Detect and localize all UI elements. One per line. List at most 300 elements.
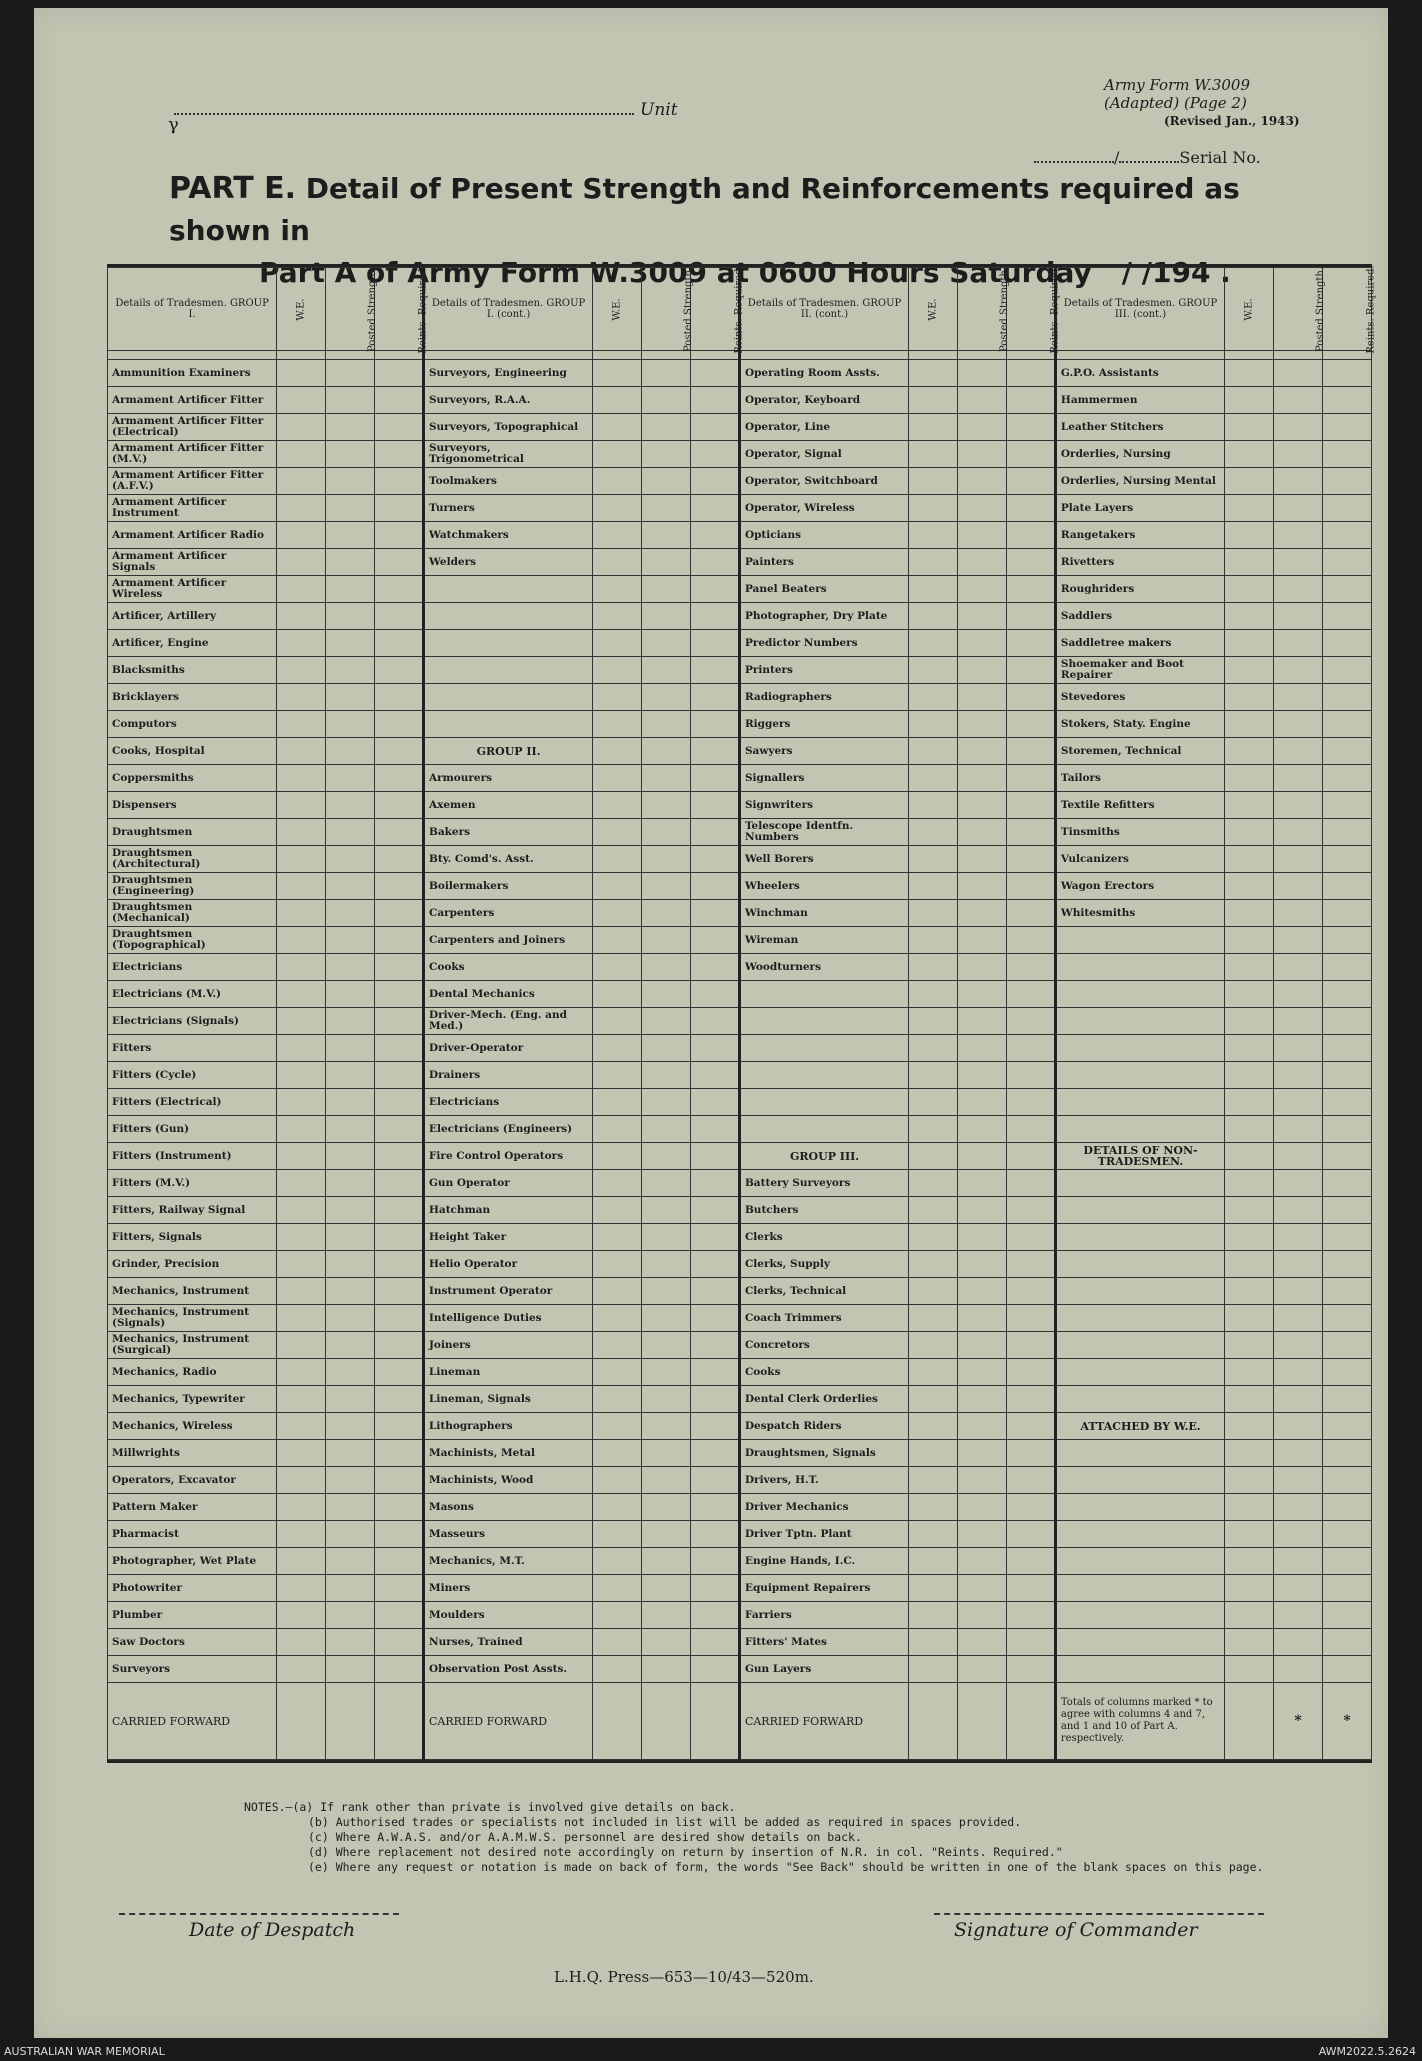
we-cell[interactable] (1225, 387, 1274, 414)
reints-required-cell[interactable] (1322, 819, 1371, 846)
we-cell[interactable] (593, 792, 642, 819)
we-cell[interactable] (1225, 1143, 1274, 1170)
posted-strength-cell[interactable] (326, 927, 375, 954)
reints-required-cell[interactable] (1322, 1197, 1371, 1224)
we-cell[interactable] (1225, 1332, 1274, 1359)
posted-strength-cell[interactable] (958, 846, 1007, 873)
reints-required-cell[interactable] (1006, 1062, 1055, 1089)
we-cell[interactable] (277, 1305, 326, 1332)
reints-required-cell[interactable] (1006, 1143, 1055, 1170)
reints-required-cell[interactable] (1322, 927, 1371, 954)
reints-required-cell[interactable] (691, 1170, 740, 1197)
we-cell[interactable] (277, 1467, 326, 1494)
reints-required-cell[interactable] (1322, 1656, 1371, 1683)
we-cell[interactable] (1225, 1629, 1274, 1656)
reints-required-cell[interactable] (375, 1305, 424, 1332)
we-cell[interactable] (1225, 468, 1274, 495)
we-cell[interactable] (1225, 711, 1274, 738)
we-cell[interactable] (593, 1629, 642, 1656)
posted-strength-cell[interactable] (1274, 846, 1323, 873)
we-cell[interactable] (909, 387, 958, 414)
reints-required-cell[interactable] (1006, 1116, 1055, 1143)
we-cell[interactable] (1225, 927, 1274, 954)
reints-required-cell[interactable] (691, 927, 740, 954)
posted-strength-cell[interactable] (642, 1602, 691, 1629)
reints-required-cell[interactable] (691, 603, 740, 630)
we-cell[interactable] (593, 900, 642, 927)
posted-strength-cell[interactable] (958, 819, 1007, 846)
we-cell[interactable] (593, 1305, 642, 1332)
we-cell[interactable] (277, 522, 326, 549)
reints-required-cell[interactable] (691, 684, 740, 711)
we-cell[interactable] (277, 630, 326, 657)
posted-strength-cell[interactable] (326, 1332, 375, 1359)
we-cell[interactable] (1225, 1008, 1274, 1035)
posted-strength-cell[interactable] (326, 360, 375, 387)
posted-strength-cell[interactable] (1274, 549, 1323, 576)
reints-required-cell[interactable] (375, 1359, 424, 1386)
reints-required-cell[interactable] (691, 576, 740, 603)
we-cell[interactable] (593, 1224, 642, 1251)
we-cell[interactable] (593, 684, 642, 711)
we-cell[interactable] (277, 1035, 326, 1062)
posted-strength-cell[interactable] (326, 792, 375, 819)
posted-strength-cell[interactable] (326, 1251, 375, 1278)
reints-required-cell[interactable] (375, 792, 424, 819)
reints-required-cell[interactable] (1006, 1386, 1055, 1413)
reints-required-cell[interactable] (691, 738, 740, 765)
reints-required-cell[interactable] (691, 1440, 740, 1467)
posted-strength-cell[interactable] (642, 846, 691, 873)
posted-strength-cell[interactable] (326, 846, 375, 873)
posted-strength-cell[interactable] (958, 738, 1007, 765)
we-cell[interactable] (277, 1278, 326, 1305)
reints-required-cell[interactable] (1322, 954, 1371, 981)
reints-required-cell[interactable] (375, 1332, 424, 1359)
reints-required-cell[interactable] (1006, 495, 1055, 522)
posted-strength-cell[interactable] (958, 603, 1007, 630)
reints-required-cell[interactable] (1006, 1251, 1055, 1278)
we-cell[interactable] (909, 1629, 958, 1656)
posted-strength-cell[interactable] (326, 873, 375, 900)
we-cell[interactable] (593, 414, 642, 441)
we-cell[interactable] (909, 900, 958, 927)
reints-required-cell[interactable] (1322, 522, 1371, 549)
reints-required-cell[interactable] (375, 1548, 424, 1575)
reints-required-cell[interactable] (375, 711, 424, 738)
posted-strength-cell[interactable] (642, 1521, 691, 1548)
reints-required-cell[interactable] (375, 1062, 424, 1089)
posted-strength-cell[interactable] (326, 657, 375, 684)
posted-strength-cell[interactable] (1274, 1386, 1323, 1413)
reints-required-cell[interactable] (375, 873, 424, 900)
we-cell[interactable] (909, 765, 958, 792)
reints-required-cell[interactable] (375, 1116, 424, 1143)
reints-required-cell[interactable] (1322, 711, 1371, 738)
we-cell[interactable] (593, 1548, 642, 1575)
posted-strength-cell[interactable] (1274, 1359, 1323, 1386)
posted-strength-cell[interactable] (1274, 468, 1323, 495)
reints-required-cell[interactable] (375, 387, 424, 414)
we-cell[interactable] (593, 873, 642, 900)
reints-required-cell[interactable] (1322, 495, 1371, 522)
reints-required-cell[interactable] (1006, 819, 1055, 846)
reints-required-cell[interactable] (375, 1521, 424, 1548)
posted-strength-cell[interactable] (326, 576, 375, 603)
reints-required-cell[interactable] (1006, 1413, 1055, 1440)
we-cell[interactable] (909, 873, 958, 900)
reints-required-cell[interactable] (691, 846, 740, 873)
we-cell[interactable] (277, 1494, 326, 1521)
posted-strength-cell[interactable] (642, 1278, 691, 1305)
we-cell[interactable] (593, 738, 642, 765)
posted-strength-cell[interactable] (958, 1548, 1007, 1575)
posted-strength-cell[interactable] (958, 684, 1007, 711)
reints-required-cell[interactable] (375, 414, 424, 441)
reints-required-cell[interactable] (691, 819, 740, 846)
reints-required-cell[interactable] (1322, 549, 1371, 576)
we-cell[interactable] (909, 1494, 958, 1521)
posted-strength-cell[interactable] (1274, 1278, 1323, 1305)
posted-strength-cell[interactable] (958, 1332, 1007, 1359)
reints-required-cell[interactable] (1322, 576, 1371, 603)
reints-required-cell[interactable] (691, 1197, 740, 1224)
we-cell[interactable] (1225, 738, 1274, 765)
we-cell[interactable] (277, 711, 326, 738)
posted-strength-cell[interactable] (958, 1305, 1007, 1332)
reints-required-cell[interactable] (691, 792, 740, 819)
reints-required-cell[interactable] (691, 1413, 740, 1440)
posted-strength-cell[interactable] (958, 954, 1007, 981)
we-cell[interactable] (1225, 1197, 1274, 1224)
we-cell[interactable] (909, 630, 958, 657)
we-cell[interactable] (1225, 549, 1274, 576)
posted-strength-cell[interactable] (642, 873, 691, 900)
reints-required-cell[interactable] (691, 1575, 740, 1602)
posted-strength-cell[interactable] (642, 1224, 691, 1251)
reints-required-cell[interactable] (375, 495, 424, 522)
posted-strength-cell[interactable] (958, 711, 1007, 738)
reints-required-cell[interactable] (1006, 1170, 1055, 1197)
posted-strength-cell[interactable] (1274, 387, 1323, 414)
we-cell[interactable] (277, 1602, 326, 1629)
posted-strength-cell[interactable] (958, 1170, 1007, 1197)
posted-strength-cell[interactable] (642, 1656, 691, 1683)
reints-required-cell[interactable] (1006, 873, 1055, 900)
reints-required-cell[interactable] (375, 1440, 424, 1467)
reints-required-cell[interactable] (1006, 1575, 1055, 1602)
we-cell[interactable] (909, 981, 958, 1008)
posted-strength-cell[interactable] (958, 495, 1007, 522)
posted-strength-cell[interactable] (642, 1251, 691, 1278)
posted-strength-cell[interactable] (642, 765, 691, 792)
posted-strength-cell[interactable] (958, 414, 1007, 441)
reints-required-cell[interactable] (375, 738, 424, 765)
reints-required-cell[interactable] (375, 1656, 424, 1683)
we-cell[interactable] (277, 1413, 326, 1440)
reints-required-cell[interactable] (375, 576, 424, 603)
we-cell[interactable] (277, 495, 326, 522)
posted-strength-cell[interactable] (1274, 1008, 1323, 1035)
reints-required-cell[interactable] (1322, 657, 1371, 684)
reints-required-cell[interactable] (1322, 1548, 1371, 1575)
posted-strength-cell[interactable] (958, 1413, 1007, 1440)
we-cell[interactable] (593, 495, 642, 522)
reints-required-cell[interactable] (691, 1278, 740, 1305)
reints-required-cell[interactable] (691, 1386, 740, 1413)
posted-strength-cell[interactable] (642, 1170, 691, 1197)
posted-strength-cell[interactable] (642, 1305, 691, 1332)
posted-strength-cell[interactable] (326, 1143, 375, 1170)
posted-strength-cell[interactable] (326, 981, 375, 1008)
posted-strength-cell[interactable] (1274, 1170, 1323, 1197)
we-cell[interactable] (593, 360, 642, 387)
we-cell[interactable] (593, 1170, 642, 1197)
reints-required-cell[interactable] (375, 1008, 424, 1035)
posted-strength-cell[interactable] (1274, 738, 1323, 765)
we-cell[interactable] (1225, 819, 1274, 846)
reints-required-cell[interactable] (1006, 468, 1055, 495)
we-cell[interactable] (593, 576, 642, 603)
we-cell[interactable] (593, 1413, 642, 1440)
posted-strength-cell[interactable] (326, 1008, 375, 1035)
reints-required-cell[interactable] (1322, 1440, 1371, 1467)
reints-required-cell[interactable] (1322, 441, 1371, 468)
we-cell[interactable] (593, 441, 642, 468)
posted-strength-cell[interactable] (1274, 657, 1323, 684)
we-cell[interactable] (277, 576, 326, 603)
we-cell[interactable] (277, 846, 326, 873)
we-cell[interactable] (1225, 954, 1274, 981)
reints-required-cell[interactable] (375, 360, 424, 387)
posted-strength-cell[interactable] (958, 1008, 1007, 1035)
posted-strength-cell[interactable] (1274, 1602, 1323, 1629)
reints-required-cell[interactable] (1322, 1575, 1371, 1602)
posted-strength-cell[interactable] (1274, 603, 1323, 630)
reints-required-cell[interactable] (1006, 711, 1055, 738)
posted-strength-cell[interactable] (1274, 900, 1323, 927)
we-cell[interactable] (593, 1278, 642, 1305)
we-cell[interactable] (909, 576, 958, 603)
we-cell[interactable] (277, 1143, 326, 1170)
reints-required-cell[interactable] (375, 1278, 424, 1305)
posted-strength-cell[interactable] (958, 1251, 1007, 1278)
reints-required-cell[interactable] (1006, 1548, 1055, 1575)
we-cell[interactable] (1225, 846, 1274, 873)
posted-strength-cell[interactable] (642, 1008, 691, 1035)
posted-strength-cell[interactable] (1274, 684, 1323, 711)
reints-required-cell[interactable] (691, 1494, 740, 1521)
reints-required-cell[interactable] (1006, 1656, 1055, 1683)
reints-required-cell[interactable] (691, 468, 740, 495)
reints-required-cell[interactable] (1006, 1521, 1055, 1548)
we-cell[interactable] (909, 1062, 958, 1089)
posted-strength-cell[interactable] (326, 1116, 375, 1143)
reints-required-cell[interactable] (1006, 684, 1055, 711)
we-cell[interactable] (593, 1116, 642, 1143)
posted-strength-cell[interactable] (1274, 954, 1323, 981)
posted-strength-cell[interactable] (1274, 1629, 1323, 1656)
we-cell[interactable] (277, 765, 326, 792)
we-cell[interactable] (909, 819, 958, 846)
reints-required-cell[interactable] (1322, 1062, 1371, 1089)
we-cell[interactable] (909, 1332, 958, 1359)
reints-required-cell[interactable] (691, 1008, 740, 1035)
reints-required-cell[interactable] (1322, 1359, 1371, 1386)
reints-required-cell[interactable] (1322, 1494, 1371, 1521)
we-cell[interactable] (593, 522, 642, 549)
we-cell[interactable] (593, 1008, 642, 1035)
posted-strength-cell[interactable] (958, 657, 1007, 684)
reints-required-cell[interactable] (1006, 414, 1055, 441)
reints-required-cell[interactable] (375, 1143, 424, 1170)
we-cell[interactable] (909, 1656, 958, 1683)
we-cell[interactable] (593, 927, 642, 954)
posted-strength-cell[interactable] (1274, 1494, 1323, 1521)
we-cell[interactable] (277, 1197, 326, 1224)
reints-required-cell[interactable] (1006, 1278, 1055, 1305)
posted-strength-cell[interactable] (958, 1521, 1007, 1548)
we-cell[interactable] (277, 954, 326, 981)
reints-required-cell[interactable] (375, 1251, 424, 1278)
reints-required-cell[interactable] (691, 1629, 740, 1656)
we-cell[interactable] (593, 1521, 642, 1548)
posted-strength-cell[interactable] (326, 765, 375, 792)
we-cell[interactable] (593, 846, 642, 873)
posted-strength-cell[interactable] (1274, 495, 1323, 522)
reints-required-cell[interactable] (1006, 981, 1055, 1008)
we-cell[interactable] (1225, 441, 1274, 468)
posted-strength-cell[interactable] (1274, 360, 1323, 387)
we-cell[interactable] (909, 657, 958, 684)
posted-strength-cell[interactable] (642, 711, 691, 738)
we-cell[interactable] (593, 711, 642, 738)
reints-required-cell[interactable] (691, 549, 740, 576)
posted-strength-cell[interactable] (1274, 1548, 1323, 1575)
reints-required-cell[interactable] (691, 900, 740, 927)
reints-required-cell[interactable] (1006, 738, 1055, 765)
posted-strength-cell[interactable] (1274, 1413, 1323, 1440)
we-cell[interactable] (909, 1521, 958, 1548)
reints-required-cell[interactable] (375, 1494, 424, 1521)
we-cell[interactable] (1225, 1305, 1274, 1332)
we-cell[interactable] (909, 954, 958, 981)
we-cell[interactable] (1225, 1440, 1274, 1467)
posted-strength-cell[interactable] (958, 1116, 1007, 1143)
we-cell[interactable] (277, 1575, 326, 1602)
posted-strength-cell[interactable] (1274, 1062, 1323, 1089)
we-cell[interactable] (1225, 900, 1274, 927)
we-cell[interactable] (1225, 1089, 1274, 1116)
reints-required-cell[interactable] (1006, 1305, 1055, 1332)
reints-required-cell[interactable] (1006, 1467, 1055, 1494)
we-cell[interactable] (277, 549, 326, 576)
posted-strength-cell[interactable] (326, 468, 375, 495)
posted-strength-cell[interactable] (1274, 1305, 1323, 1332)
we-cell[interactable] (909, 1305, 958, 1332)
we-cell[interactable] (1225, 1386, 1274, 1413)
we-cell[interactable] (909, 495, 958, 522)
posted-strength-cell[interactable] (642, 414, 691, 441)
posted-strength-cell[interactable] (326, 1089, 375, 1116)
reints-required-cell[interactable] (1006, 765, 1055, 792)
posted-strength-cell[interactable] (1274, 414, 1323, 441)
reints-required-cell[interactable] (1006, 522, 1055, 549)
reints-required-cell[interactable] (1322, 1386, 1371, 1413)
we-cell[interactable] (1225, 1575, 1274, 1602)
posted-strength-cell[interactable] (642, 1413, 691, 1440)
reints-required-cell[interactable] (691, 441, 740, 468)
we-cell[interactable] (277, 1359, 326, 1386)
posted-strength-cell[interactable] (326, 1170, 375, 1197)
posted-strength-cell[interactable] (1274, 1197, 1323, 1224)
posted-strength-cell[interactable] (958, 1386, 1007, 1413)
reints-required-cell[interactable] (375, 549, 424, 576)
we-cell[interactable] (909, 738, 958, 765)
we-cell[interactable] (277, 873, 326, 900)
posted-strength-cell[interactable] (958, 1089, 1007, 1116)
reints-required-cell[interactable] (1322, 1143, 1371, 1170)
reints-required-cell[interactable] (691, 873, 740, 900)
reints-required-cell[interactable] (1006, 387, 1055, 414)
reints-required-cell[interactable] (691, 1521, 740, 1548)
reints-required-cell[interactable] (1322, 981, 1371, 1008)
reints-required-cell[interactable] (1322, 873, 1371, 900)
reints-required-cell[interactable] (375, 819, 424, 846)
we-cell[interactable] (593, 630, 642, 657)
we-cell[interactable] (593, 819, 642, 846)
reints-required-cell[interactable] (1006, 1602, 1055, 1629)
reints-required-cell[interactable] (691, 414, 740, 441)
posted-strength-cell[interactable] (1274, 576, 1323, 603)
posted-strength-cell[interactable] (326, 1359, 375, 1386)
posted-strength-cell[interactable] (958, 1629, 1007, 1656)
we-cell[interactable] (277, 387, 326, 414)
we-cell[interactable] (277, 360, 326, 387)
posted-strength-cell[interactable] (642, 1035, 691, 1062)
we-cell[interactable] (1225, 630, 1274, 657)
we-cell[interactable] (1225, 981, 1274, 1008)
we-cell[interactable] (909, 468, 958, 495)
posted-strength-cell[interactable] (958, 1575, 1007, 1602)
posted-strength-cell[interactable] (642, 549, 691, 576)
posted-strength-cell[interactable] (326, 1521, 375, 1548)
reints-required-cell[interactable] (1322, 1332, 1371, 1359)
posted-strength-cell[interactable] (326, 1575, 375, 1602)
posted-strength-cell[interactable] (642, 441, 691, 468)
posted-strength-cell[interactable] (326, 900, 375, 927)
posted-strength-cell[interactable] (642, 792, 691, 819)
reints-required-cell[interactable] (1006, 1494, 1055, 1521)
posted-strength-cell[interactable] (642, 630, 691, 657)
posted-strength-cell[interactable] (642, 927, 691, 954)
posted-strength-cell[interactable] (326, 1197, 375, 1224)
we-cell[interactable] (277, 468, 326, 495)
reints-required-cell[interactable] (375, 1035, 424, 1062)
posted-strength-cell[interactable] (326, 1467, 375, 1494)
reints-required-cell[interactable] (375, 846, 424, 873)
reints-required-cell[interactable] (691, 522, 740, 549)
we-cell[interactable] (909, 792, 958, 819)
reints-required-cell[interactable] (1006, 1440, 1055, 1467)
we-cell[interactable] (593, 549, 642, 576)
we-cell[interactable] (1225, 1251, 1274, 1278)
reints-required-cell[interactable] (1322, 1602, 1371, 1629)
reints-required-cell[interactable] (691, 630, 740, 657)
posted-strength-cell[interactable] (1274, 441, 1323, 468)
we-cell[interactable] (909, 1170, 958, 1197)
posted-strength-cell[interactable] (958, 576, 1007, 603)
